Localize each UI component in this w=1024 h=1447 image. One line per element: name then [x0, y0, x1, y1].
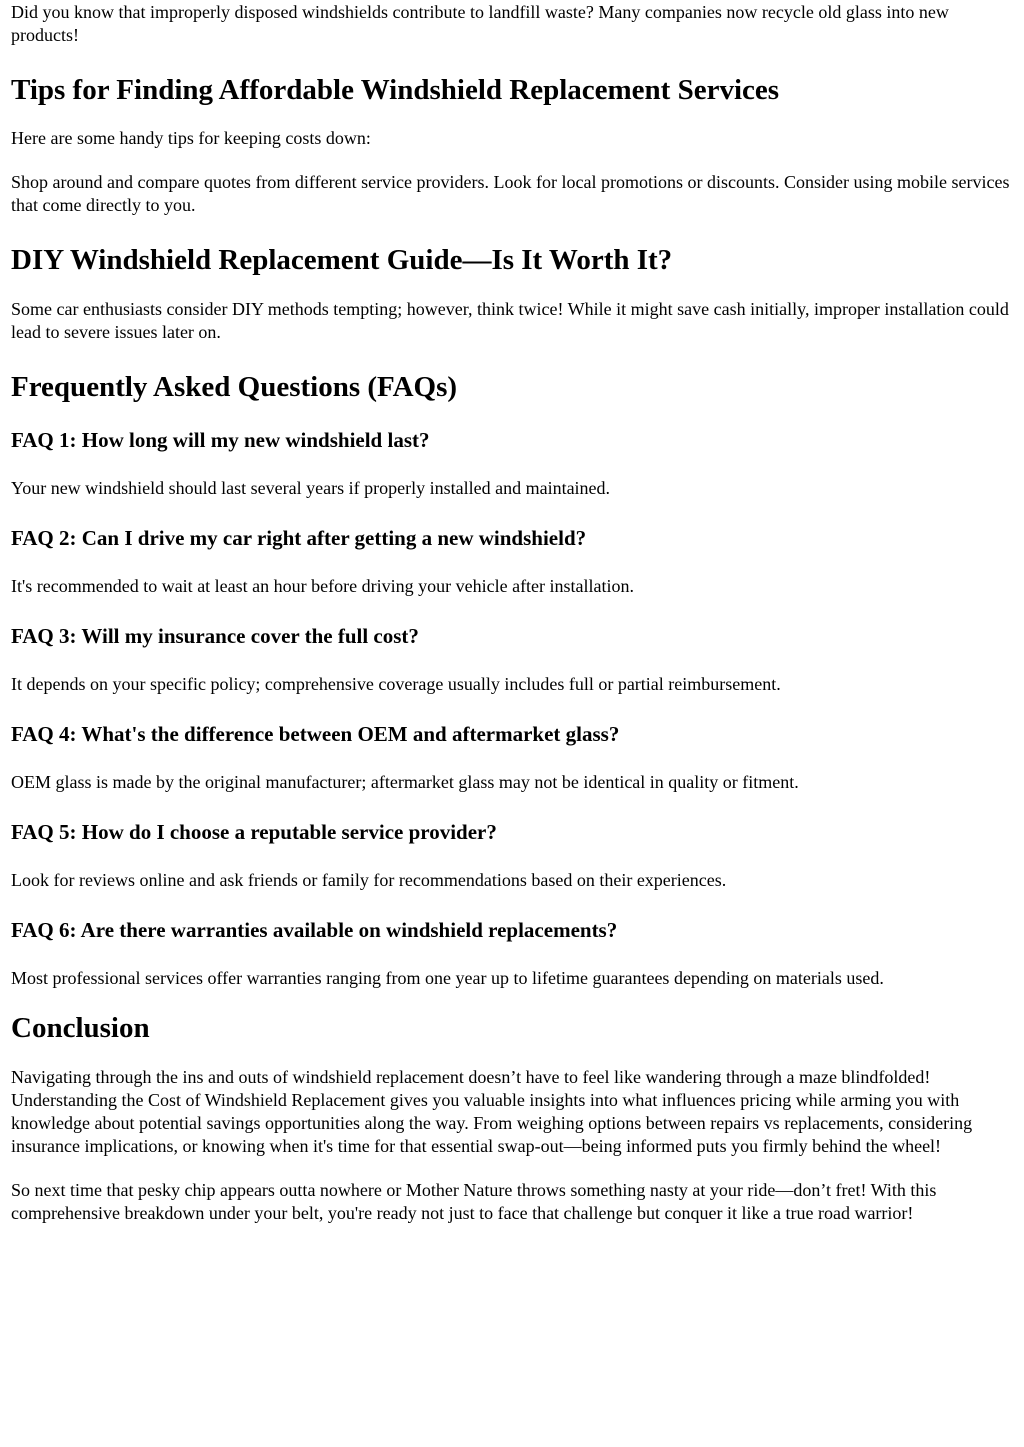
tips-heading: Tips for Finding Affordable Windshield Replacement Services — [11, 74, 780, 106]
faq-answer: It's recommended to wait at least an hour before driving your vehicle after installation. — [11, 576, 635, 596]
faq-question: FAQ 3: Will my insurance cover the full cost? — [11, 624, 419, 648]
tips-lead-paragraph: Here are some handy tips for keeping costs down: — [11, 128, 371, 148]
conclusion-paragraph: Navigating through the ins and outs of windshield replacement doesn’t have to feel like wandering through a maze blindfolded! Understanding the Cost of Windshield Replacement gives you valuable insights into what influences pricing while arming you with knowledge about potential savings opportunities along the way. From weighing options between repairs vs replacements, considering insurance implications, or knowing when it's time for that essential swap-out—being informed puts you firmly behind the wheel! — [11, 1067, 973, 1156]
faq-question: FAQ 2: Can I drive my car right after getting a new windshield? — [11, 526, 587, 550]
faq-question: FAQ 5: How do I choose a reputable service provider? — [11, 820, 497, 844]
faq-heading: Frequently Asked Questions (FAQs) — [11, 371, 458, 403]
intro-paragraph: Did you know that improperly disposed windshields contribute to landfill waste? Many companies now recycle old glass into new products! — [11, 2, 949, 45]
faq-question: FAQ 4: What's the difference between OEM and aftermarket glass? — [11, 722, 620, 746]
conclusion-heading: Conclusion — [11, 1012, 150, 1044]
faq-answer: OEM glass is made by the original manufacturer; aftermarket glass may not be identical in quality or fitment. — [11, 772, 799, 792]
faq-question: FAQ 1: How long will my new windshield last? — [11, 428, 430, 452]
faq-answer: Your new windshield should last several years if properly installed and maintained. — [11, 478, 611, 498]
faq-answer: It depends on your specific policy; comprehensive coverage usually includes full or partial reimbursement. — [11, 674, 781, 694]
conclusion-paragraph: So next time that pesky chip appears outta nowhere or Mother Nature throws something nasty at your ride—don’t fret! With this comprehensive breakdown under your belt, you're ready not just to face that challenge but conquer it like a true road warrior! — [11, 1180, 937, 1223]
article — [0, 1, 1024, 1225]
diy-heading: DIY Windshield Replacement Guide—Is It Worth It? — [11, 244, 673, 276]
faq-answer: Most professional services offer warranties ranging from one year up to lifetime guarantees depending on materials used. — [11, 968, 884, 988]
faq-question: FAQ 6: Are there warranties available on windshield replacements? — [11, 918, 618, 942]
tips-body-paragraph: Shop around and compare quotes from different service providers. Look for local promotions or discounts. Consider using mobile services that come directly to you. — [11, 172, 1010, 215]
diy-body-paragraph: Some car enthusiasts consider DIY methods tempting; however, think twice! While it might save cash initially, improper installation could lead to severe issues later on. — [11, 299, 1009, 342]
faq-answer: Look for reviews online and ask friends or family for recommendations based on their experiences. — [11, 870, 727, 890]
